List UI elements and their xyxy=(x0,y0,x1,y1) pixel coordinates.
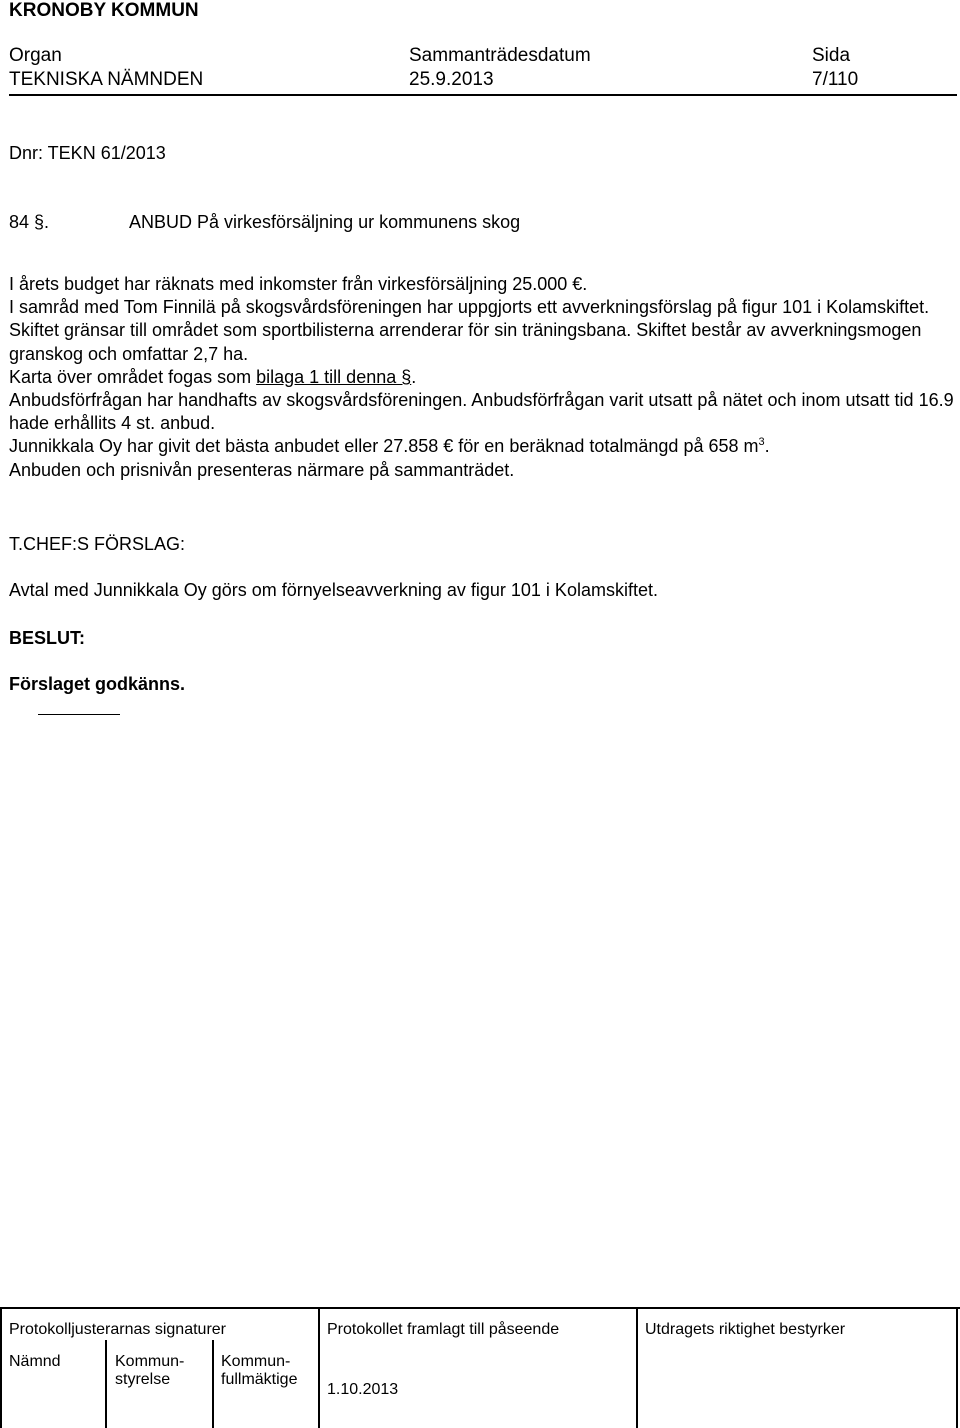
paragraph-best-offer xyxy=(9,435,954,458)
best-offer-end: . xyxy=(764,436,770,457)
page-label: Sida xyxy=(812,45,851,66)
proposal-heading: T.CHEF:S FÖRSLAG: xyxy=(9,534,186,554)
paragraph-map xyxy=(9,366,954,389)
proposal-text: Avtal med Junnikkala Oy görs om förnyelseavverkning av figur 101 i Kolamskiftet. xyxy=(9,580,658,600)
decision-heading: BESLUT: xyxy=(9,628,85,648)
end-rule xyxy=(38,714,120,715)
board-signature-label-line2: styrelse xyxy=(115,1371,171,1388)
organ-label: Organ xyxy=(9,45,62,66)
extract-label: Utdragets riktighet bestyrker xyxy=(645,1321,846,1338)
footer-divider-2 xyxy=(636,1307,638,1428)
section-number xyxy=(9,211,49,234)
posted-date: 1.10.2013 xyxy=(327,1381,399,1398)
paragraph-tender-request: Anbudsförfrågan har handhafts av skogsvårdsföreningen. Anbudsförfrågan varit utsatt på nätet och inom utsatt tid 16.9 hade erhållits 4 st. anbud. xyxy=(9,390,954,434)
footer-sub-divider-2 xyxy=(212,1340,214,1428)
meeting-date-label: Sammanträdesdatum xyxy=(409,45,591,66)
footer-table xyxy=(0,1307,960,1428)
footer-top-border xyxy=(0,1307,960,1309)
council-signature-label-line1: Kommun- xyxy=(221,1353,291,1370)
footer-divider-1 xyxy=(318,1307,320,1428)
case-number: Dnr: TEKN 61/2013 xyxy=(9,143,166,163)
section-title: ANBUD På virkesförsäljning ur kommunens skog xyxy=(129,212,521,232)
meeting-date-value: 25.9.2013 xyxy=(409,69,494,90)
signatures-label: Protokolljusterarnas signaturer xyxy=(9,1321,226,1338)
body-paragraphs xyxy=(9,273,954,482)
map-text: Karta över området fogas som xyxy=(9,366,257,387)
section-symbol: §. xyxy=(34,212,50,232)
footer-left-border xyxy=(0,1307,2,1428)
council-signature-label-line2: fullmäktige xyxy=(221,1371,298,1388)
footer-right-border xyxy=(956,1307,958,1428)
committee-signature-label: Nämnd xyxy=(9,1353,61,1370)
best-offer-text: Junnikkala Oy har givit det bästa anbudet eller 27.858 € för en beräknad totalmängd på 658 m xyxy=(9,436,759,457)
attachment-link: bilaga 1 till denna § xyxy=(256,366,412,387)
footer-sub-divider-1 xyxy=(105,1340,107,1428)
board-signature-label-line1: Kommun- xyxy=(115,1353,185,1370)
decision-text: Förslaget godkänns. xyxy=(9,674,186,694)
paragraph-budget: I årets budget har räknats med inkomster från virkesförsäljning 25.000 €. xyxy=(9,274,588,294)
cubic-superscript: 3 xyxy=(758,436,765,449)
paragraph-consultation: I samråd med Tom Finnilä på skogsvårdsföreningen har uppgjorts ett avverkningsförslag på figur 101 i Kolamskiftet. xyxy=(9,297,930,318)
organization-name: KRONOBY KOMMUN xyxy=(9,0,199,21)
section-number-value: 84 xyxy=(9,212,30,232)
paragraph-location: Skiftet gränsar till området som sportbilisterna arrenderar för sin träningsbana. Skiftet består av avverkningsmogen granskog och omfattar 2,7 ha. xyxy=(9,320,922,364)
paragraph-presentation: Anbuden och prisnivån presenteras närmare på sammanträdet. xyxy=(9,459,515,480)
header-divider xyxy=(9,94,957,96)
map-text-end: . xyxy=(411,366,417,387)
organ-value: TEKNISKA NÄMNDEN xyxy=(9,69,204,90)
posted-label: Protokollet framlagt till påseende xyxy=(327,1321,560,1338)
page-value: 7/110 xyxy=(812,69,859,90)
